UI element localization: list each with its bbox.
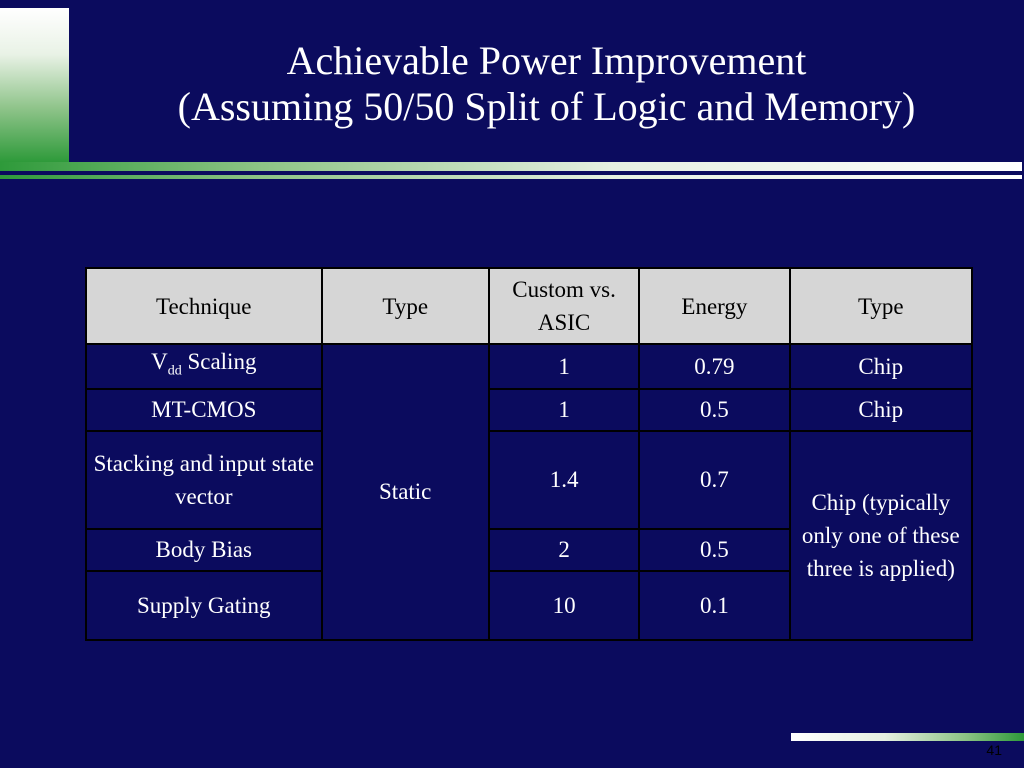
cell-technique: Stacking and input state vector <box>86 431 322 529</box>
cell-technique: Supply Gating <box>86 571 322 640</box>
footer-gradient-bar <box>791 733 1024 741</box>
table-header-row <box>86 268 972 344</box>
cell-scope: Chip <box>790 344 972 389</box>
header-type: Type <box>322 268 489 344</box>
corner-gradient-block <box>0 8 69 162</box>
slide-title-line1: Achievable Power Improvement <box>286 38 807 83</box>
cell-custom-vs-asic: 10 <box>489 571 639 640</box>
slide-title <box>69 38 1024 130</box>
title-divider-bar <box>0 162 1022 171</box>
cell-custom-vs-asic: 1 <box>489 344 639 389</box>
table-row <box>86 389 972 431</box>
cell-scope: Chip <box>790 389 972 431</box>
table-row <box>86 344 972 389</box>
cell-technique: MT-CMOS <box>86 389 322 431</box>
cell-energy: 0.5 <box>639 389 789 431</box>
cell-custom-vs-asic: 2 <box>489 529 639 571</box>
cell-scope-merged: Chip (typically only one of these three is applied) <box>790 431 972 640</box>
cell-custom-vs-asic: 1.4 <box>489 431 639 529</box>
vdd-subscript: dd <box>167 363 182 379</box>
cell-type-merged: Static <box>322 344 489 640</box>
vdd-scaling-text: Scaling <box>181 349 257 374</box>
cell-energy: 0.7 <box>639 431 789 529</box>
cell-technique <box>86 344 322 389</box>
power-improvement-table <box>85 267 973 641</box>
vdd-symbol: V <box>151 349 168 374</box>
header-technique: Technique <box>86 268 322 344</box>
header-scope-type: Type <box>790 268 972 344</box>
cell-energy: 0.79 <box>639 344 789 389</box>
cell-energy: 0.5 <box>639 529 789 571</box>
header-custom-vs-asic: Custom vs. ASIC <box>489 268 639 344</box>
table-row <box>86 431 972 529</box>
cell-custom-vs-asic: 1 <box>489 389 639 431</box>
header-energy: Energy <box>639 268 789 344</box>
cell-energy: 0.1 <box>639 571 789 640</box>
cell-technique: Body Bias <box>86 529 322 571</box>
slide-title-line2: (Assuming 50/50 Split of Logic and Memory) <box>177 84 916 129</box>
title-divider-thin-bar <box>0 175 1022 179</box>
page-number: 41 <box>986 742 1002 758</box>
